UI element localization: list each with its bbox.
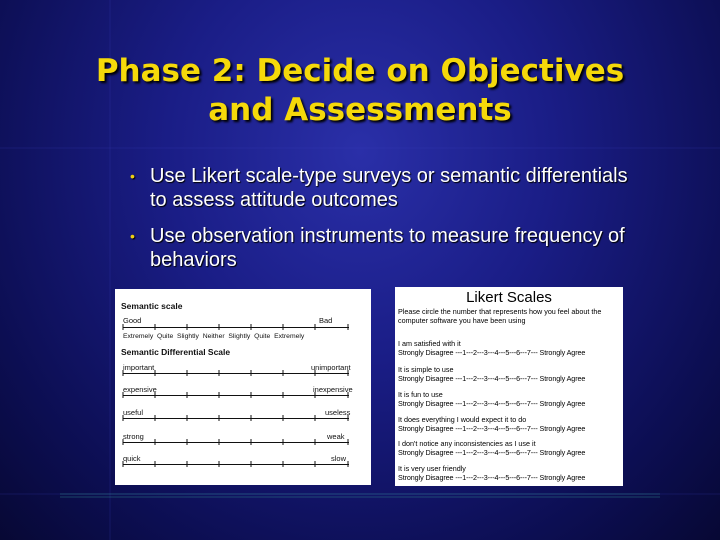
- likert-title: Likert Scales: [466, 289, 552, 306]
- semantic-scale-heading: Semantic scale: [121, 301, 183, 311]
- likert-scale-row: Strongly Disagree ---1---2---3---4---5---6---7--- Strongly Agree: [398, 399, 586, 408]
- likert-item: I am satisfied with it: [398, 339, 461, 348]
- pair-left-label: expensive: [123, 385, 157, 394]
- likert-scale-row: Strongly Disagree ---1---2---3---4---5---6---7--- Strongly Agree: [398, 448, 586, 457]
- likert-scale-panel: [395, 287, 623, 486]
- bullet-text: Use Likert scale-type surveys or semantic differentials to assess attitude outcomes: [150, 165, 628, 211]
- pair-right-label: slow: [331, 454, 347, 463]
- pair-right-label: inexpensive: [313, 385, 353, 394]
- bullet-dot-icon: •: [130, 168, 135, 184]
- pair-right-label: unimportant: [311, 363, 351, 372]
- pair-left-label: important: [123, 363, 155, 372]
- likert-item: I don't notice any inconsistencies as I use it: [398, 439, 536, 448]
- likert-scale-row: Strongly Disagree ---1---2---3---4---5---6---7--- Strongly Agree: [398, 424, 586, 433]
- likert-item: It is very user friendly: [398, 464, 466, 473]
- slide-title: [30, 52, 690, 130]
- pair-right-label: weak: [327, 432, 345, 441]
- pair-left-label: quick: [123, 454, 141, 463]
- likert-scale-row: Strongly Disagree ---1---2---3---4---5---6---7--- Strongly Agree: [398, 374, 586, 383]
- semantic-scale-panel: [115, 289, 371, 485]
- bullet-item: [128, 164, 648, 212]
- right-anchor-label: Bad: [319, 316, 333, 325]
- pair-left-label: strong: [123, 432, 144, 441]
- likert-item: It is simple to use: [398, 365, 454, 374]
- likert-item: It does everything I would expect it to do: [398, 415, 527, 424]
- scale-labels: Extremely Quite Slightly Neither Slightly Quite Extremely: [123, 333, 305, 340]
- differential-heading: Semantic Differential Scale: [121, 347, 231, 357]
- pair-right-label: useless: [325, 408, 351, 417]
- title-line-1: Phase 2: Decide on Objectives: [95, 53, 625, 89]
- bullet-item: [128, 224, 648, 272]
- scale-ticks: [115, 289, 371, 485]
- likert-scale-row: Strongly Disagree ---1---2---3---4---5---6---7--- Strongly Agree: [398, 348, 586, 357]
- title-line-2: and Assessments: [208, 92, 512, 128]
- left-anchor-label: Good: [123, 316, 142, 325]
- bullet-dot-icon: •: [130, 228, 135, 244]
- pair-left-label: useful: [123, 408, 144, 417]
- bullet-list: [128, 164, 648, 284]
- likert-intro: Please circle the number that represents how you feel about the computer software you have been using: [398, 307, 602, 325]
- bullet-text: Use observation instruments to measure frequency of behaviors: [150, 225, 625, 271]
- likert-item: It is fun to use: [398, 390, 443, 399]
- likert-scale-row: Strongly Disagree ---1---2---3---4---5---6---7--- Strongly Agree: [398, 473, 586, 482]
